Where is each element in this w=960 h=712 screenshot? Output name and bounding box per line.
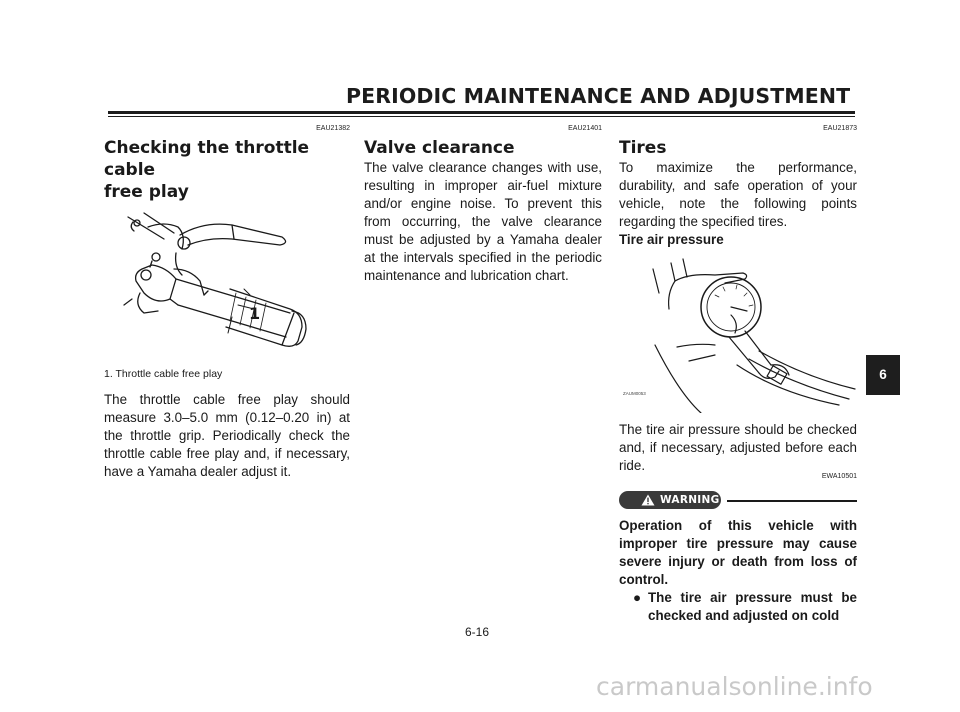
header-rule-thin bbox=[108, 116, 855, 117]
title-line-2: free play bbox=[104, 182, 189, 202]
warning-text: Operation of this vehicle with improper tire pressure may cause severe injury or death from loss of control. bbox=[619, 518, 857, 587]
tire-pressure-gauge-illustration bbox=[619, 253, 857, 413]
throttle-section bbox=[104, 125, 350, 481]
section-title: Tires bbox=[619, 138, 667, 158]
valve-section bbox=[364, 125, 602, 285]
warning-badge bbox=[619, 491, 721, 509]
section-code: EAU21382 bbox=[316, 125, 350, 132]
bullet-text: The tire air pressure must be checked and adjusted on cold bbox=[648, 590, 857, 623]
warning-triangle-icon bbox=[641, 494, 655, 506]
section-code: EAU21873 bbox=[823, 125, 857, 132]
header-rule bbox=[108, 111, 855, 114]
warning-rule bbox=[727, 500, 857, 502]
page-header: PERIODIC MAINTENANCE AND ADJUSTMENT bbox=[346, 84, 851, 108]
warning-bullet bbox=[619, 589, 857, 625]
page-number: 6-16 bbox=[465, 625, 490, 639]
tires-intro: To maximize the performance, durability, and safe operation of your vehicle, note the following points regarding the specified tires. bbox=[619, 160, 857, 229]
tire-pressure-text: The tire air pressure should be checked and, if necessary, adjusted before each ride. bbox=[619, 422, 857, 473]
bullet-dot-icon: ● bbox=[633, 590, 642, 605]
warning-label: WARNING bbox=[660, 494, 720, 506]
warning-heading bbox=[619, 489, 857, 511]
tire-pressure-subhead: Tire air pressure bbox=[619, 232, 724, 247]
section-title bbox=[104, 137, 350, 203]
section-title: Valve clearance bbox=[364, 138, 515, 158]
throttle-grip-illustration bbox=[104, 209, 350, 359]
title-line-1: Checking the throttle cable bbox=[104, 138, 310, 180]
section-code: EAU21401 bbox=[568, 125, 602, 132]
figure-code: ZAUM0053 bbox=[623, 391, 646, 396]
figure-callout: 1 bbox=[249, 304, 261, 323]
warning-code: EWA10501 bbox=[821, 473, 857, 480]
tires-section bbox=[619, 125, 857, 625]
throttle-body: The throttle cable free play should measure 3.0–5.0 mm (0.12–0.20 in) at the throttle grip. Periodically check the throttle cable free play and, if necessary, have a Yamaha dealer adjust it. bbox=[104, 392, 350, 479]
valve-body: The valve clearance changes with use, resulting in improper air-fuel mixture and/or engine noise. To prevent this from occurring, the valve clearance must be adjusted by a Yamaha dealer at the intervals specified in the periodic maintenance and lubrication chart. bbox=[364, 160, 602, 283]
watermark: carmanualsonline.info bbox=[596, 672, 873, 701]
figure-caption: 1. Throttle cable free play bbox=[104, 368, 223, 380]
chapter-tab: 6 bbox=[866, 355, 900, 395]
